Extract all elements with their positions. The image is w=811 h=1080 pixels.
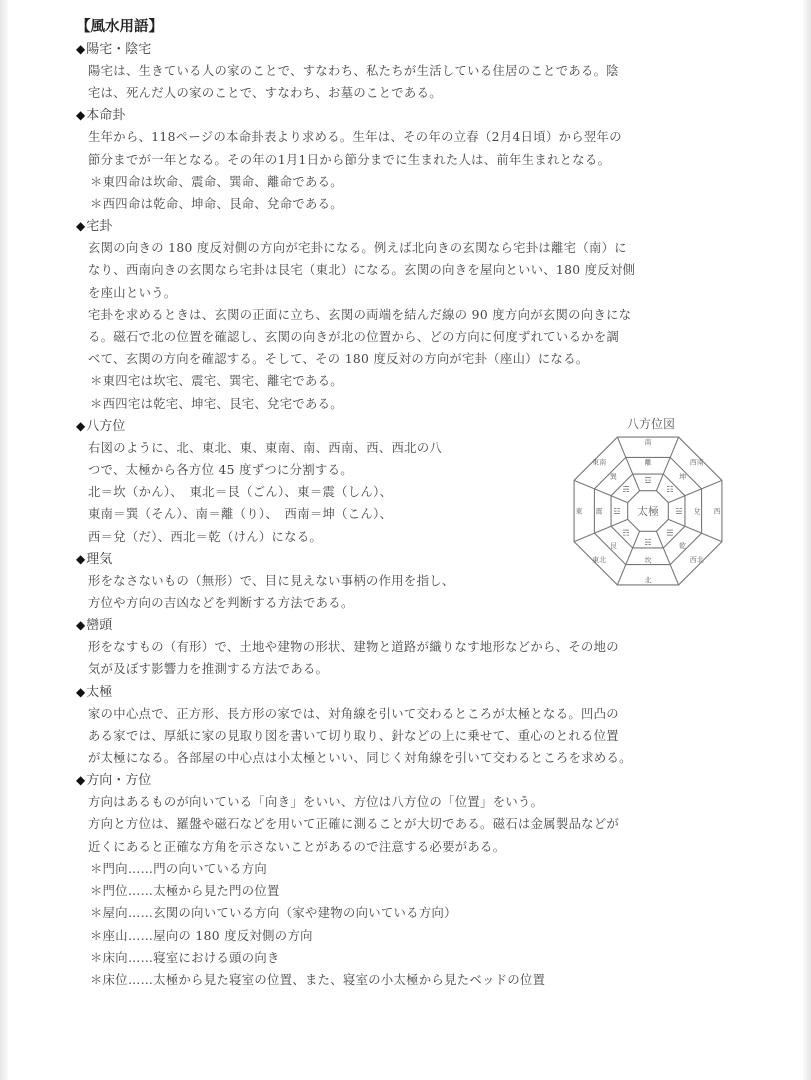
diamond-icon: ◆ xyxy=(76,684,86,699)
trigram-name-label: 艮 xyxy=(609,541,617,550)
center-taikyoku-label: 太極 xyxy=(637,504,659,518)
bullet-item: ＊屋向……玄関の向いている方向（家や建物の向いている方向） xyxy=(90,906,457,921)
trigram-symbol-icon: ☶ xyxy=(622,528,630,538)
direction-label: 東 xyxy=(575,507,583,516)
section-heading: ◆理気 xyxy=(76,551,113,567)
trigram-name-label: 離 xyxy=(644,458,652,467)
section-rantou xyxy=(76,614,756,680)
section-taikyoku xyxy=(76,681,756,770)
trigram-symbol-icon: ☱ xyxy=(675,506,683,516)
trigram-name-label: 震 xyxy=(595,507,603,516)
section-takuka xyxy=(76,215,756,415)
direction-label: 西 xyxy=(713,507,721,516)
diamond-icon: ◆ xyxy=(76,551,86,566)
section-heading: ◆陽宅・陰宅 xyxy=(76,42,152,57)
bullet-item: ＊床向……寝室における頭の向き xyxy=(90,950,280,965)
section-houkou-houi xyxy=(76,769,756,991)
page-edge-left xyxy=(0,0,8,1080)
section-body: 形をなすもの（有形）で、土地や建物の形状、建物と道路が織りなす地形などから、その地の 気が及ぼす影響力を推測する方法である。 xyxy=(88,640,619,677)
trigram-symbol-icon: ☲ xyxy=(644,475,652,485)
bullet-item: ＊門位……太極から見た門の位置 xyxy=(90,884,280,899)
trigram-symbol-icon: ☰ xyxy=(666,528,674,538)
direction-label: 西北 xyxy=(689,556,704,565)
direction-label: 東北 xyxy=(592,556,607,565)
section-body: 生年から、118ページの本命卦表より求める。生年は、その年の立春（2月4日頃）から翌年の 節分までが一年となる。その年の1月1日から節分までに生まれた人は、前年生まれとなる。 xyxy=(88,130,622,167)
section-yotaku-intaku xyxy=(76,38,756,104)
section-heading: ◆太極 xyxy=(76,684,113,700)
section-heading: ◆本命卦 xyxy=(76,108,126,124)
section-body: 方向はあるものが向いている「向き」をいい、方位は八方位の「位置」をいう。 方向と方位は、羅盤や磁石などを用いて正確に測ることが大切である。磁石は金属製品などが 近くにあると正確な方角を示さないことがあるので注意する必要がある。 xyxy=(88,795,620,854)
diamond-icon: ◆ xyxy=(76,618,86,633)
trigram-symbol-icon: ☵ xyxy=(644,537,652,547)
trigram-symbol-icon: ☴ xyxy=(622,484,630,494)
trigram-name-label: 坎 xyxy=(644,556,652,565)
section-body: 玄関の向きの 180 度反対側の方向が宅卦になる。例えば北向きの玄関なら宅卦は離宅（南）に なり、西南向きの玄関なら宅卦は艮宅（東北）になる。玄関の向きを屋向といい、180 度反対側 を座山という。 宅卦を求めるときは、玄関の正面に立ち、玄関の両端を結んだ線の 90 度方向が玄関の向きにな る。磁石で北の位置を確認し、玄関の向きが北の位置から、どの方向に何度ずれているかを調 べて、玄関の方向を確認する。そして、その 180 度反対の方向が宅卦（座山）になる。 xyxy=(88,241,636,367)
bullet-item: ＊東四宅は坎宅、震宅、巽宅、離宅である。 xyxy=(90,374,343,389)
section-honmeika xyxy=(76,104,756,215)
bullet-item: ＊門向……門の向いている方向 xyxy=(90,861,268,876)
page-edge-right xyxy=(803,0,811,1080)
bullet-item: ＊西四宅は乾宅、坤宅、艮宅、兌宅である。 xyxy=(90,396,343,411)
bullet-item: ＊東四命は坎命、震命、巽命、離命である。 xyxy=(90,174,343,189)
trigram-name-label: 乾 xyxy=(679,541,687,550)
trigram-name-label: 巽 xyxy=(609,472,617,481)
diamond-icon: ◆ xyxy=(76,418,86,433)
direction-label: 西南 xyxy=(689,458,704,467)
diamond-icon: ◆ xyxy=(76,773,86,788)
direction-label: 南 xyxy=(644,438,652,447)
section-body: 家の中心点で、正方形、長方形の家では、対角線を引いて交わるところが太極となる。凹凸の ある家では、厚紙に家の見取り図を書いて切り取り、針などの上に乗せて、重心のとれる位置 が太極になる。各部屋の中心点は小太極といい、同じく対角線を引いて交わるところを求める。 xyxy=(88,706,632,766)
section-heading: ◆八方位 xyxy=(76,418,126,434)
direction-label: 東南 xyxy=(592,458,607,467)
document-page xyxy=(76,16,756,991)
diamond-icon: ◆ xyxy=(76,219,86,234)
bullet-item: ＊座山……屋向の 180 度反対側の方向 xyxy=(90,928,313,943)
document-title: 【風水用語】 xyxy=(76,19,163,35)
section-heading: ◆宅卦 xyxy=(76,219,113,235)
octagon-diagram xyxy=(561,429,741,594)
trigram-name-label: 兌 xyxy=(693,507,701,516)
section-body: 陽宅は、生きている人の家のことで、すなわち、私たちが生活している住居のことである。陰 宅は、死んだ人の家のことで、すなわち、お墓のことである。 xyxy=(88,64,619,101)
diagram-title: 八方位図 xyxy=(626,416,675,431)
eight-directions-diagram xyxy=(566,415,756,595)
bullet-item: ＊床位……太極から見た寝室の位置、また、寝室の小太極から見たベッドの位置 xyxy=(90,972,546,987)
diamond-icon: ◆ xyxy=(76,42,86,56)
section-heading: ◆方向・方位 xyxy=(76,773,152,789)
trigram-symbol-icon: ☷ xyxy=(666,484,674,494)
direction-label: 北 xyxy=(644,576,652,585)
trigram-name-label: 坤 xyxy=(679,472,687,481)
trigram-symbol-icon: ☳ xyxy=(613,506,621,516)
section-body: 形をなさないもの（無形）で、目に見えない事柄の作用を指し、 方位や方向の吉凶などを判断する方法である。 xyxy=(88,573,455,611)
diamond-icon: ◆ xyxy=(76,108,86,123)
bullet-item: ＊西四命は乾命、坤命、艮命、兌命である。 xyxy=(90,197,343,212)
section-heading: ◆巒頭 xyxy=(76,618,113,634)
section-body: 右図のように、北、東北、東、東南、南、西南、西、西北の八 つで、太極から各方位 45 度ずつに分割する。 北＝坎（かん）、 東北＝艮（ごん）、東＝震（しん）、 東南＝巽（そん）、南＝離（り）、 西南＝坤（こん）、 西＝兌（だ）、西北＝乾（けん）になる。 xyxy=(88,440,443,544)
